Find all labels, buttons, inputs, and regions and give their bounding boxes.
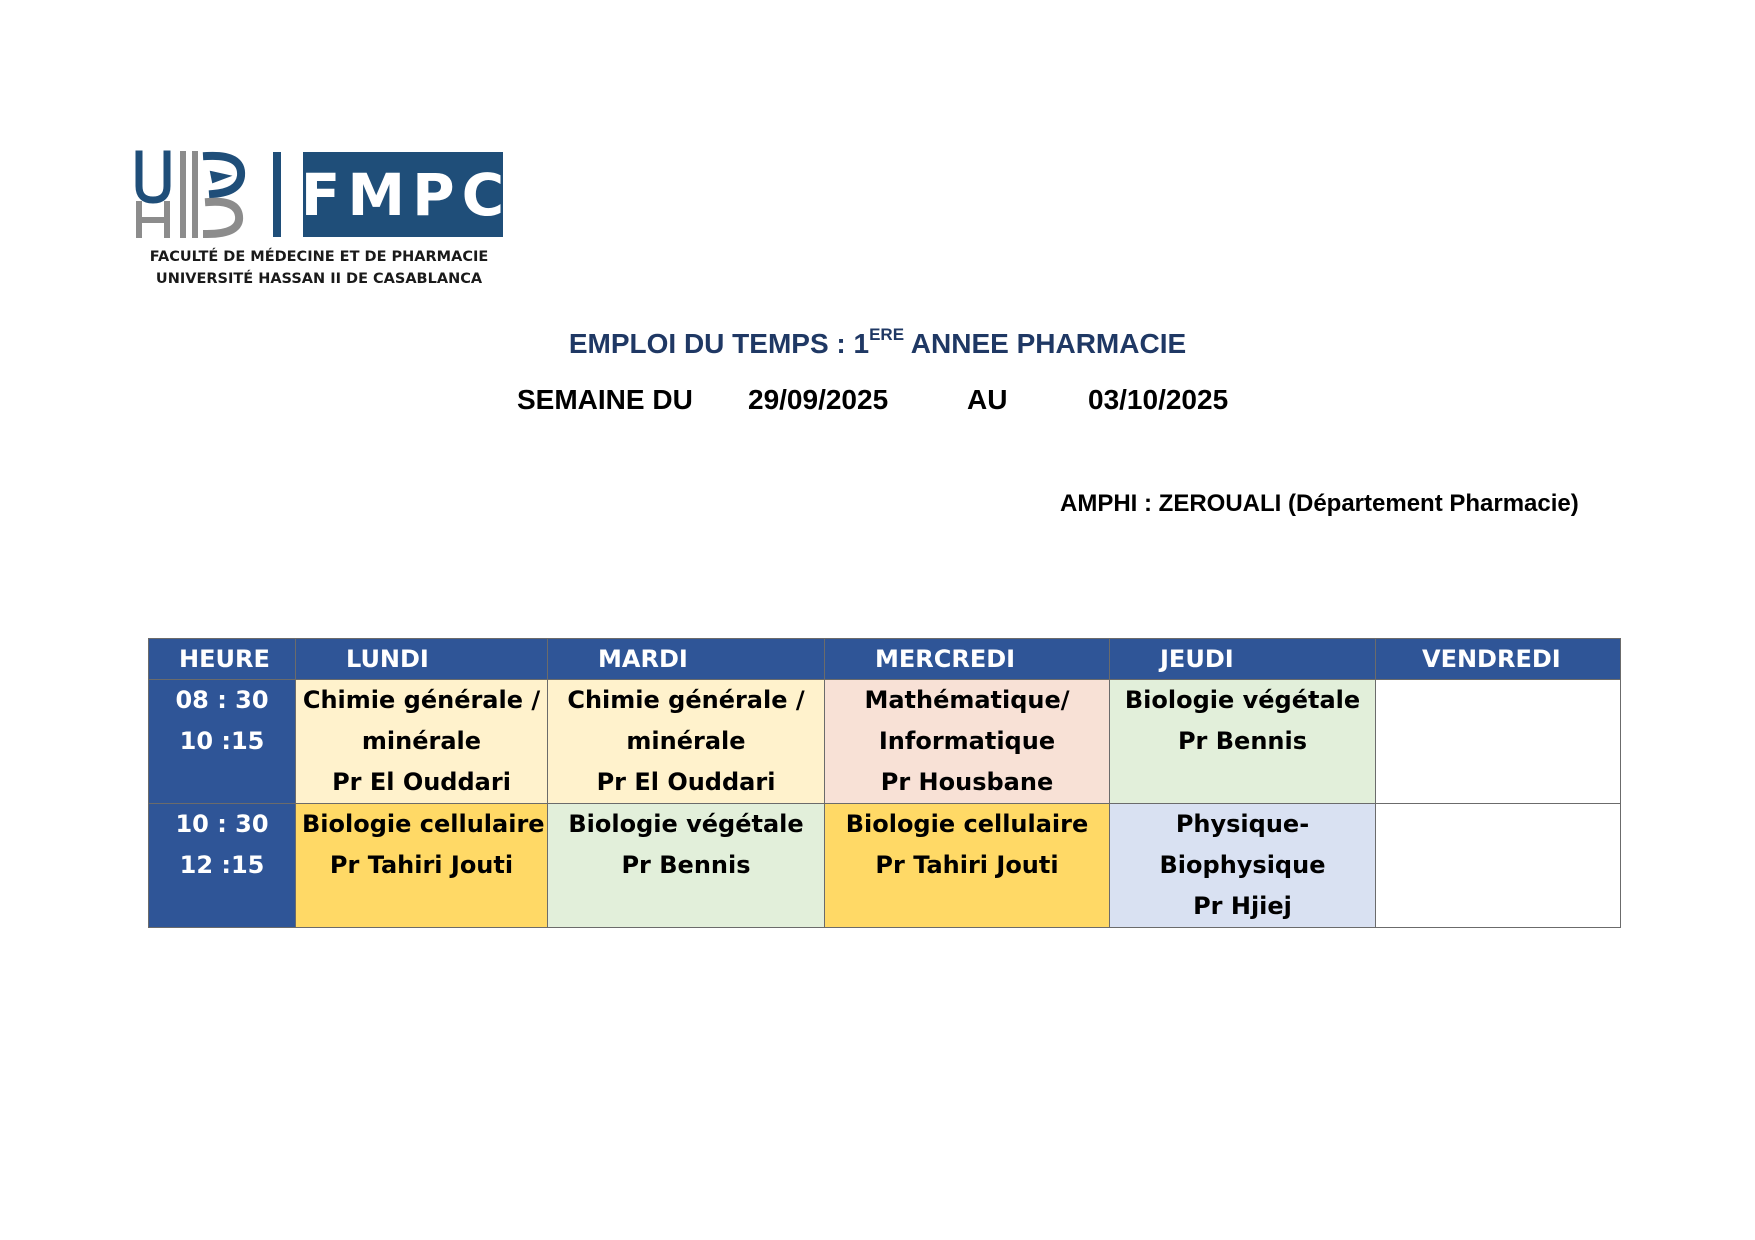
course-cell-jeudi	[1110, 804, 1376, 928]
course-line: Pr Housbane	[880, 768, 1054, 796]
header-heure: HEURE	[149, 639, 296, 680]
course-line: Pr Hjiej	[1193, 892, 1292, 920]
table-row	[149, 680, 1621, 804]
course-line: Biologie cellulaire	[845, 810, 1089, 838]
page-title	[0, 325, 1755, 360]
logo-brand-box	[300, 152, 512, 237]
title-superscript: ERE	[869, 325, 905, 344]
course-line: Biophysique	[1159, 851, 1326, 879]
course-line: Physique-	[1175, 810, 1310, 838]
logo-subtitle-line1: FACULTÉ DE MÉDECINE ET DE PHARMACIE	[149, 249, 489, 265]
logo-divider	[273, 152, 281, 237]
course-line: Chimie générale /	[567, 686, 805, 714]
week-label: SEMAINE DU	[517, 384, 693, 415]
header-mardi: MARDI	[548, 639, 825, 680]
uh2c-emblem-icon	[133, 150, 253, 238]
course-line: Pr Bennis	[1177, 727, 1308, 755]
fmpc-logo	[133, 150, 512, 290]
header-mercredi: MERCREDI	[825, 639, 1110, 680]
timetable-header-row	[149, 639, 1621, 680]
course-line: Biologie végétale	[1124, 686, 1361, 714]
week-to-label: AU	[967, 384, 1008, 415]
course-cell-mercredi	[825, 680, 1110, 804]
title-suffix: ANNEE PHARMACIE	[904, 328, 1187, 359]
logo-brand-text: FMPC	[300, 160, 512, 229]
header-jeudi: JEUDI	[1110, 639, 1376, 680]
course-cell-mardi	[548, 680, 825, 804]
course-line: Informatique	[878, 727, 1056, 755]
course-cell-vendredi	[1376, 804, 1621, 928]
logo-subtitle-line2: UNIVERSITÉ HASSAN II DE CASABLANCA	[155, 271, 483, 287]
title-prefix: EMPLOI DU TEMPS : 1	[568, 328, 870, 359]
course-cell-mercredi	[825, 804, 1110, 928]
course-line: Chimie générale /	[302, 686, 541, 714]
table-row	[149, 804, 1621, 928]
course-cell-jeudi	[1110, 680, 1376, 804]
timetable-body	[149, 680, 1621, 928]
course-cell-lundi	[296, 804, 548, 928]
time-slot-cell	[149, 680, 296, 804]
week-start-date: 29/09/2025	[748, 384, 889, 415]
header-vendredi: VENDREDI	[1376, 639, 1621, 680]
course-line: Mathématique/	[864, 686, 1070, 714]
timetable	[148, 638, 1621, 928]
time-end: 10 :15	[179, 727, 265, 755]
course-cell-lundi	[296, 680, 548, 804]
course-line: Pr El Ouddari	[332, 768, 511, 796]
course-line: Biologie cellulaire	[302, 810, 545, 838]
time-start: 10 : 30	[175, 810, 269, 838]
week-end-date: 03/10/2025	[1088, 384, 1229, 415]
course-line: Pr Bennis	[621, 851, 751, 879]
course-cell-vendredi	[1376, 680, 1621, 804]
time-end: 12 :15	[179, 851, 265, 879]
course-line: Biologie végétale	[568, 810, 804, 838]
amphi-location: AMPHI : ZEROUALI (Département Pharmacie)	[1060, 490, 1579, 517]
logo-subtitle	[133, 246, 505, 290]
time-slot-cell	[149, 804, 296, 928]
course-line: minérale	[626, 727, 746, 755]
course-cell-mardi	[548, 804, 825, 928]
header-lundi: LUNDI	[296, 639, 548, 680]
course-line: Pr Tahiri Jouti	[875, 851, 1059, 879]
course-line: Pr Tahiri Jouti	[329, 851, 514, 879]
course-line: minérale	[361, 727, 482, 755]
course-line: Pr El Ouddari	[596, 768, 776, 796]
time-start: 08 : 30	[175, 686, 269, 714]
